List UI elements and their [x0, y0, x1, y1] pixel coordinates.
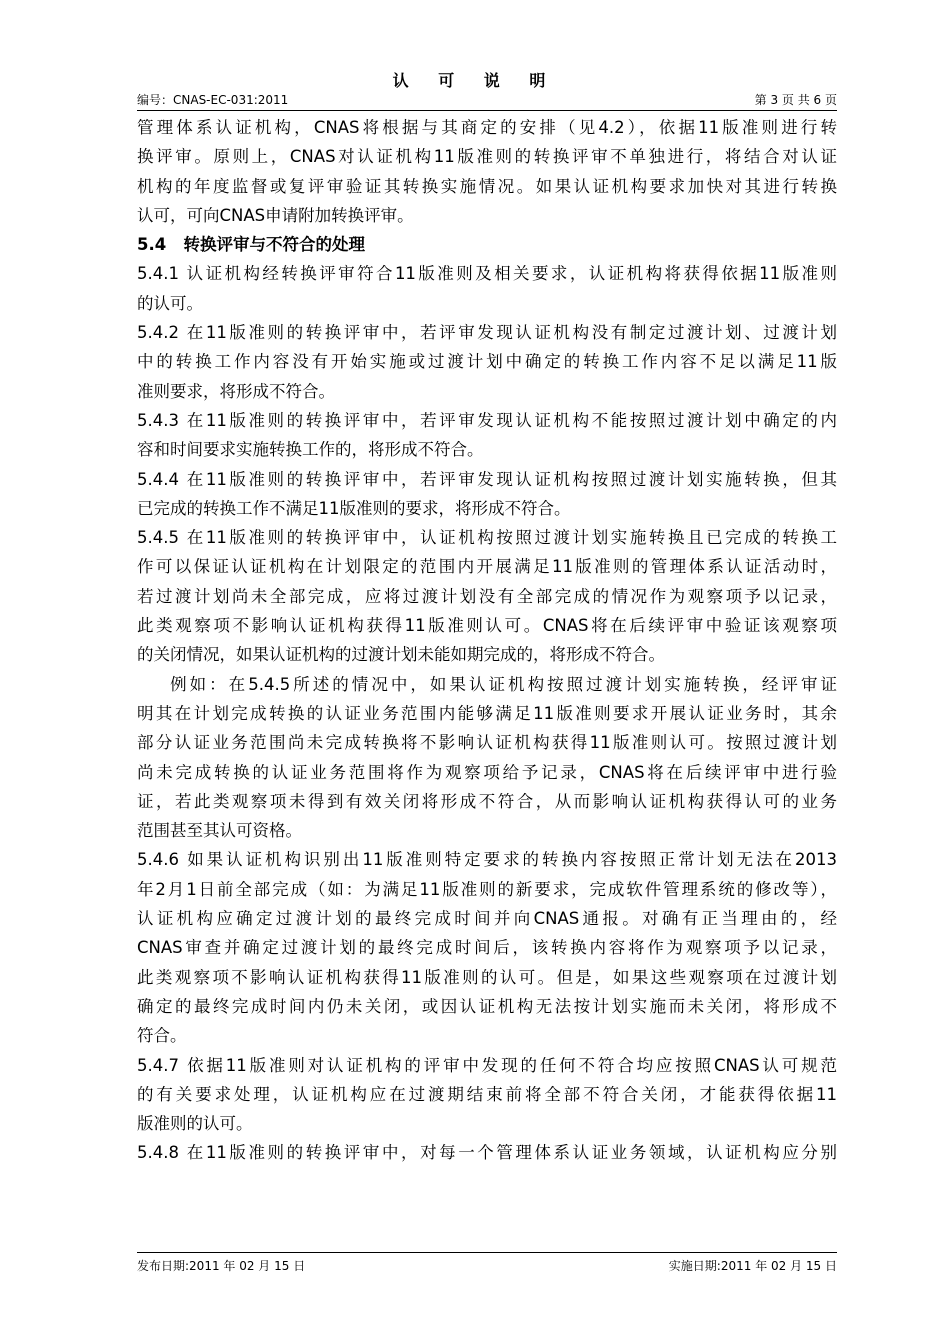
text-line: 此类观察项不影响认证机构获得11版准则认可。CNAS将在后续评审中验证该观察项 — [137, 616, 837, 636]
text-line: 已完成的转换工作不满足11版准则的要求，将形成不符合。 — [137, 498, 571, 518]
header-row — [137, 91, 837, 109]
text-line: 5.4.8 在11版准则的转换评审中，对每一个管理体系认证业务领域，认证机构应分别 — [137, 1143, 837, 1163]
text-line: 准则要求，将形成不符合。 — [137, 381, 335, 401]
text-line: 版准则的认可。 — [137, 1114, 253, 1134]
text-line: 的认可。 — [137, 293, 203, 313]
text-line: 认证机构应确定过渡计划的最终完成时间并向CNAS通报。对确有正当理由的，经 — [137, 909, 837, 929]
text-line: 的有关要求处理，认证机构应在过渡期结束前将全部不符合关闭，才能获得依据11 — [137, 1084, 837, 1104]
text-line: 5.4.6 如果认证机构识别出11版准则特定要求的转换内容按照正常计划无法在2013 — [137, 850, 837, 870]
text-line: 5.4.7 依据11版准则对认证机构的评审中发现的任何不符合均应按照CNAS认可规范 — [137, 1055, 837, 1075]
text-line: 5.4.3 在11版准则的转换评审中，若评审发现认证机构不能按照过渡计划中确定的内 — [137, 410, 837, 430]
document-number: 编号：CNAS-EC-031:2011 — [137, 93, 289, 107]
text-line: 5.4.5 在11版准则的转换评审中，认证机构按照过渡计划实施转换且已完成的转换工 — [137, 528, 837, 548]
text-line: 确定的最终完成时间内仍未关闭，或因认证机构无法按计划实施而未关闭，将形成不 — [137, 996, 837, 1016]
text-line: 尚未完成转换的认证业务范围将作为观察项给予记录，CNAS将在后续评审中进行验 — [137, 762, 837, 782]
text-line: 的关闭情况，如果认证机构的过渡计划未能如期完成的，将形成不符合。 — [137, 645, 665, 665]
text-line: 中的转换工作内容没有开始实施或过渡计划中确定的转换工作内容不足以满足11版 — [137, 352, 837, 372]
body-text — [137, 113, 837, 1168]
text-line: 机构的年度监督或复评审验证其转换实施情况。如果认证机构要求加快对其进行转换 — [137, 176, 837, 196]
text-line: 5.4.1 认证机构经转换评审符合11版准则及相关要求，认证机构将获得依据11版准则 — [137, 264, 837, 284]
text-line: 年2月1日前全部完成（如：为满足11版准则的新要求，完成软件管理系统的修改等）， — [137, 879, 837, 899]
text-line: 例如：在5.4.5所述的情况中，如果认证机构按照过渡计划实施转换，经评审证 — [137, 674, 837, 694]
text-line: 若过渡计划尚未全部完成，应将过渡计划没有全部完成的情况作为观察项予以记录， — [137, 586, 837, 606]
text-line: 部分认证业务范围尚未完成转换将不影响认证机构获得11版准则认可。按照过渡计划 — [137, 733, 837, 753]
text-line: 换评审。原则上，CNAS对认证机构11版准则的转换评审不单独进行，将结合对认证 — [137, 147, 837, 167]
text-line: 管理体系认证机构，CNAS将根据与其商定的安排（见4.2），依据11版准则进行转 — [137, 118, 837, 137]
section-heading: 5.4 转换评审与不符合的处理 — [137, 235, 365, 255]
text-line: 认可，可向CNAS申请附加转换评审。 — [137, 205, 414, 225]
text-line: 明其在计划完成转换的认证业务范围内能够满足11版准则要求开展认证业务时，其余 — [137, 703, 837, 723]
text-line: 5.4.4 在11版准则的转换评审中，若评审发现认证机构按照过渡计划实施转换，但其 — [137, 469, 837, 489]
text-line: 容和时间要求实施转换工作的，将形成不符合。 — [137, 440, 484, 460]
footer-divider — [137, 1252, 837, 1253]
text-line: 此类观察项不影响认证机构获得11版准则的认可。但是，如果这些观察项在过渡计划 — [137, 967, 837, 987]
effective-date: 实施日期:2011 年 02 月 15 日 — [668, 1259, 837, 1273]
text-line: CNAS审查并确定过渡计划的最终完成时间后，该转换内容将作为观察项予以记录， — [137, 938, 837, 958]
text-line: 符合。 — [137, 1026, 187, 1046]
publish-date: 发布日期:2011 年 02 月 15 日 — [137, 1259, 306, 1273]
text-line: 5.4.2 在11版准则的转换评审中，若评审发现认证机构没有制定过渡计划、过渡计划 — [137, 323, 837, 343]
text-line: 证，若此类观察项未得到有效关闭将形成不符合，从而影响认证机构获得认可的业务 — [137, 791, 837, 811]
document-title: 认 可 说 明 — [392, 71, 558, 90]
footer-row — [137, 1257, 837, 1275]
page-number: 第 3 页 共 6 页 — [754, 93, 837, 107]
text-line: 范围甚至其认可资格。 — [137, 821, 302, 841]
text-line: 作可以保证认证机构在计划限定的范围内开展满足11版准则的管理体系认证活动时， — [137, 557, 837, 577]
header-divider — [137, 110, 837, 111]
